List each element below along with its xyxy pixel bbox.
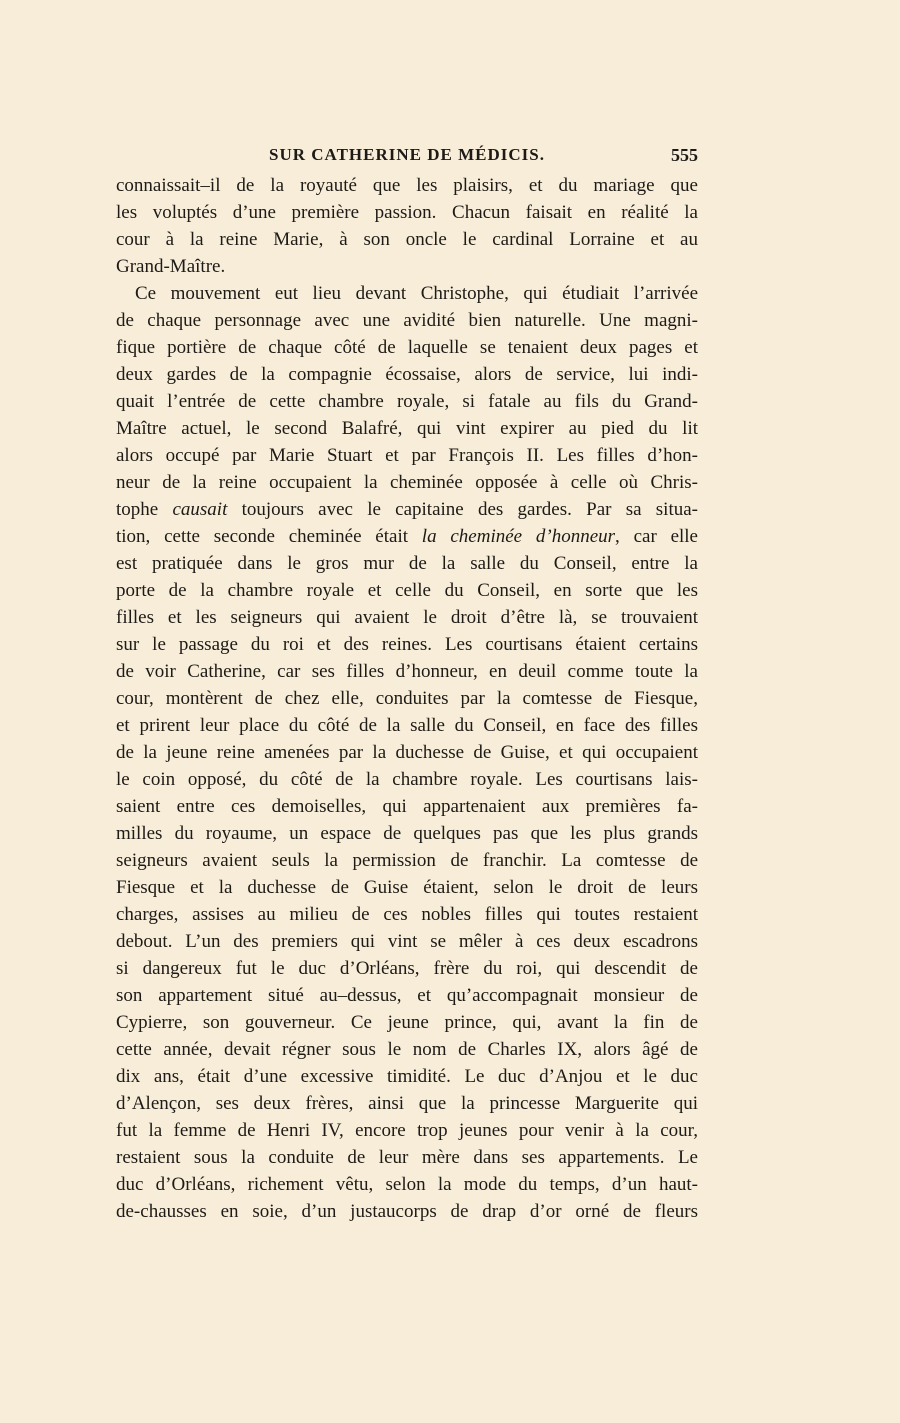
text-line — [116, 523, 698, 550]
text-line: de-chausses en soie, d’un justaucorps de drap d’or orné de fleurs — [116, 1201, 698, 1222]
text-line: et prirent leur place du côté de la salle du Conseil, en face des filles — [116, 715, 698, 736]
text-line: milles du royaume, un espace de quelques pas que les plus grands — [116, 823, 698, 844]
text-line: Fiesque et la duchesse de Guise étaient, selon le droit de leurs — [116, 877, 698, 898]
text-line: est pratiquée dans le gros mur de la salle du Conseil, entre la — [116, 553, 698, 574]
text-line: Ce mouvement eut lieu devant Christophe, qui étudiait l’arrivée — [135, 283, 698, 304]
text-segment: , car elle — [615, 526, 698, 547]
text-line: connaissait–il de la royauté que les plaisirs, et du mariage que — [116, 175, 698, 196]
text-line: de la jeune reine amenées par la duchesse de Guise, et qui occupaient — [116, 742, 698, 763]
italic-phrase: la cheminée d’honneur — [421, 526, 616, 547]
text-line: les voluptés d’une première passion. Chacun faisait en réalité la — [116, 202, 698, 223]
italic-phrase: causait — [172, 499, 228, 520]
text-line: seigneurs avaient seuls la permission de franchir. La comtesse de — [116, 850, 698, 871]
text-line — [116, 496, 698, 523]
text-line: charges, assises au milieu de ces nobles filles qui toutes restaient — [116, 904, 698, 925]
text-line: alors occupé par Marie Stuart et par François II. Les filles d’hon- — [116, 445, 698, 466]
text-line: Maître actuel, le second Balafré, qui vint expirer au pied du lit — [116, 418, 698, 439]
text-line: son appartement situé au–dessus, et qu’accompagnait monsieur de — [116, 985, 698, 1006]
running-title: SUR CATHERINE DE MÉDICIS. — [269, 145, 545, 164]
text-line: dix ans, était d’une excessive timidité. Le duc d’Anjou et le duc — [116, 1066, 698, 1087]
text-line: saient entre ces demoiselles, qui appartenaient aux premières fa- — [116, 796, 698, 817]
text-line: porte de la chambre royale et celle du Conseil, en sorte que les — [116, 580, 698, 601]
text-segment: tion, cette seconde cheminée était — [116, 526, 422, 547]
text-line: filles et les seigneurs qui avaient le droit d’être là, se trouvaient — [116, 607, 698, 628]
text-line: deux gardes de la compagnie écossaise, alors de service, lui indi- — [116, 364, 698, 385]
text-line: quait l’entrée de cette chambre royale, si fatale au fils du Grand- — [116, 391, 698, 412]
text-line: si dangereux fut le duc d’Orléans, frère du roi, qui descendit de — [116, 958, 698, 979]
text-line: le coin opposé, du côté de la chambre royale. Les courtisans lais- — [116, 769, 698, 790]
text-line: de chaque personnage avec une avidité bien naturelle. Une magni- — [116, 310, 698, 331]
text-segment: toujours avec le capitaine des gardes. Par sa situa- — [227, 499, 698, 520]
text-line: debout. L’un des premiers qui vint se mêler à ces deux escadrons — [116, 931, 698, 952]
text-line: fique portière de chaque côté de laquelle se tenaient deux pages et — [116, 337, 698, 358]
text-line: fut la femme de Henri IV, encore trop jeunes pour venir à la cour, — [116, 1120, 698, 1141]
page-number: 555 — [671, 145, 698, 165]
text-line: d’Alençon, ses deux frères, ainsi que la princesse Marguerite qui — [116, 1093, 698, 1114]
text-line: sur le passage du roi et des reines. Les courtisans étaient certains — [116, 634, 698, 655]
text-line: restaient sous la conduite de leur mère dans ses appartements. Le — [116, 1147, 698, 1168]
text-line: cour à la reine Marie, à son oncle le cardinal Lorraine et au — [116, 229, 698, 250]
text-line: Cypierre, son gouverneur. Ce jeune prince, qui, avant la fin de — [116, 1012, 698, 1033]
text-segment: tophe — [116, 499, 173, 520]
running-head — [116, 145, 698, 171]
text-line: Grand-Maître. — [116, 256, 226, 277]
text-line: neur de la reine occupaient la cheminée opposée à celle où Chris- — [116, 472, 698, 493]
text-line: duc d’Orléans, richement vêtu, selon la mode du temps, d’un haut- — [116, 1174, 698, 1195]
text-line: cette année, devait régner sous le nom de Charles IX, alors âgé de — [116, 1039, 698, 1060]
body-text — [116, 172, 698, 1225]
text-line: de voir Catherine, car ses filles d’honneur, en deuil comme toute la — [116, 661, 698, 682]
text-line: cour, montèrent de chez elle, conduites par la comtesse de Fiesque, — [116, 688, 698, 709]
